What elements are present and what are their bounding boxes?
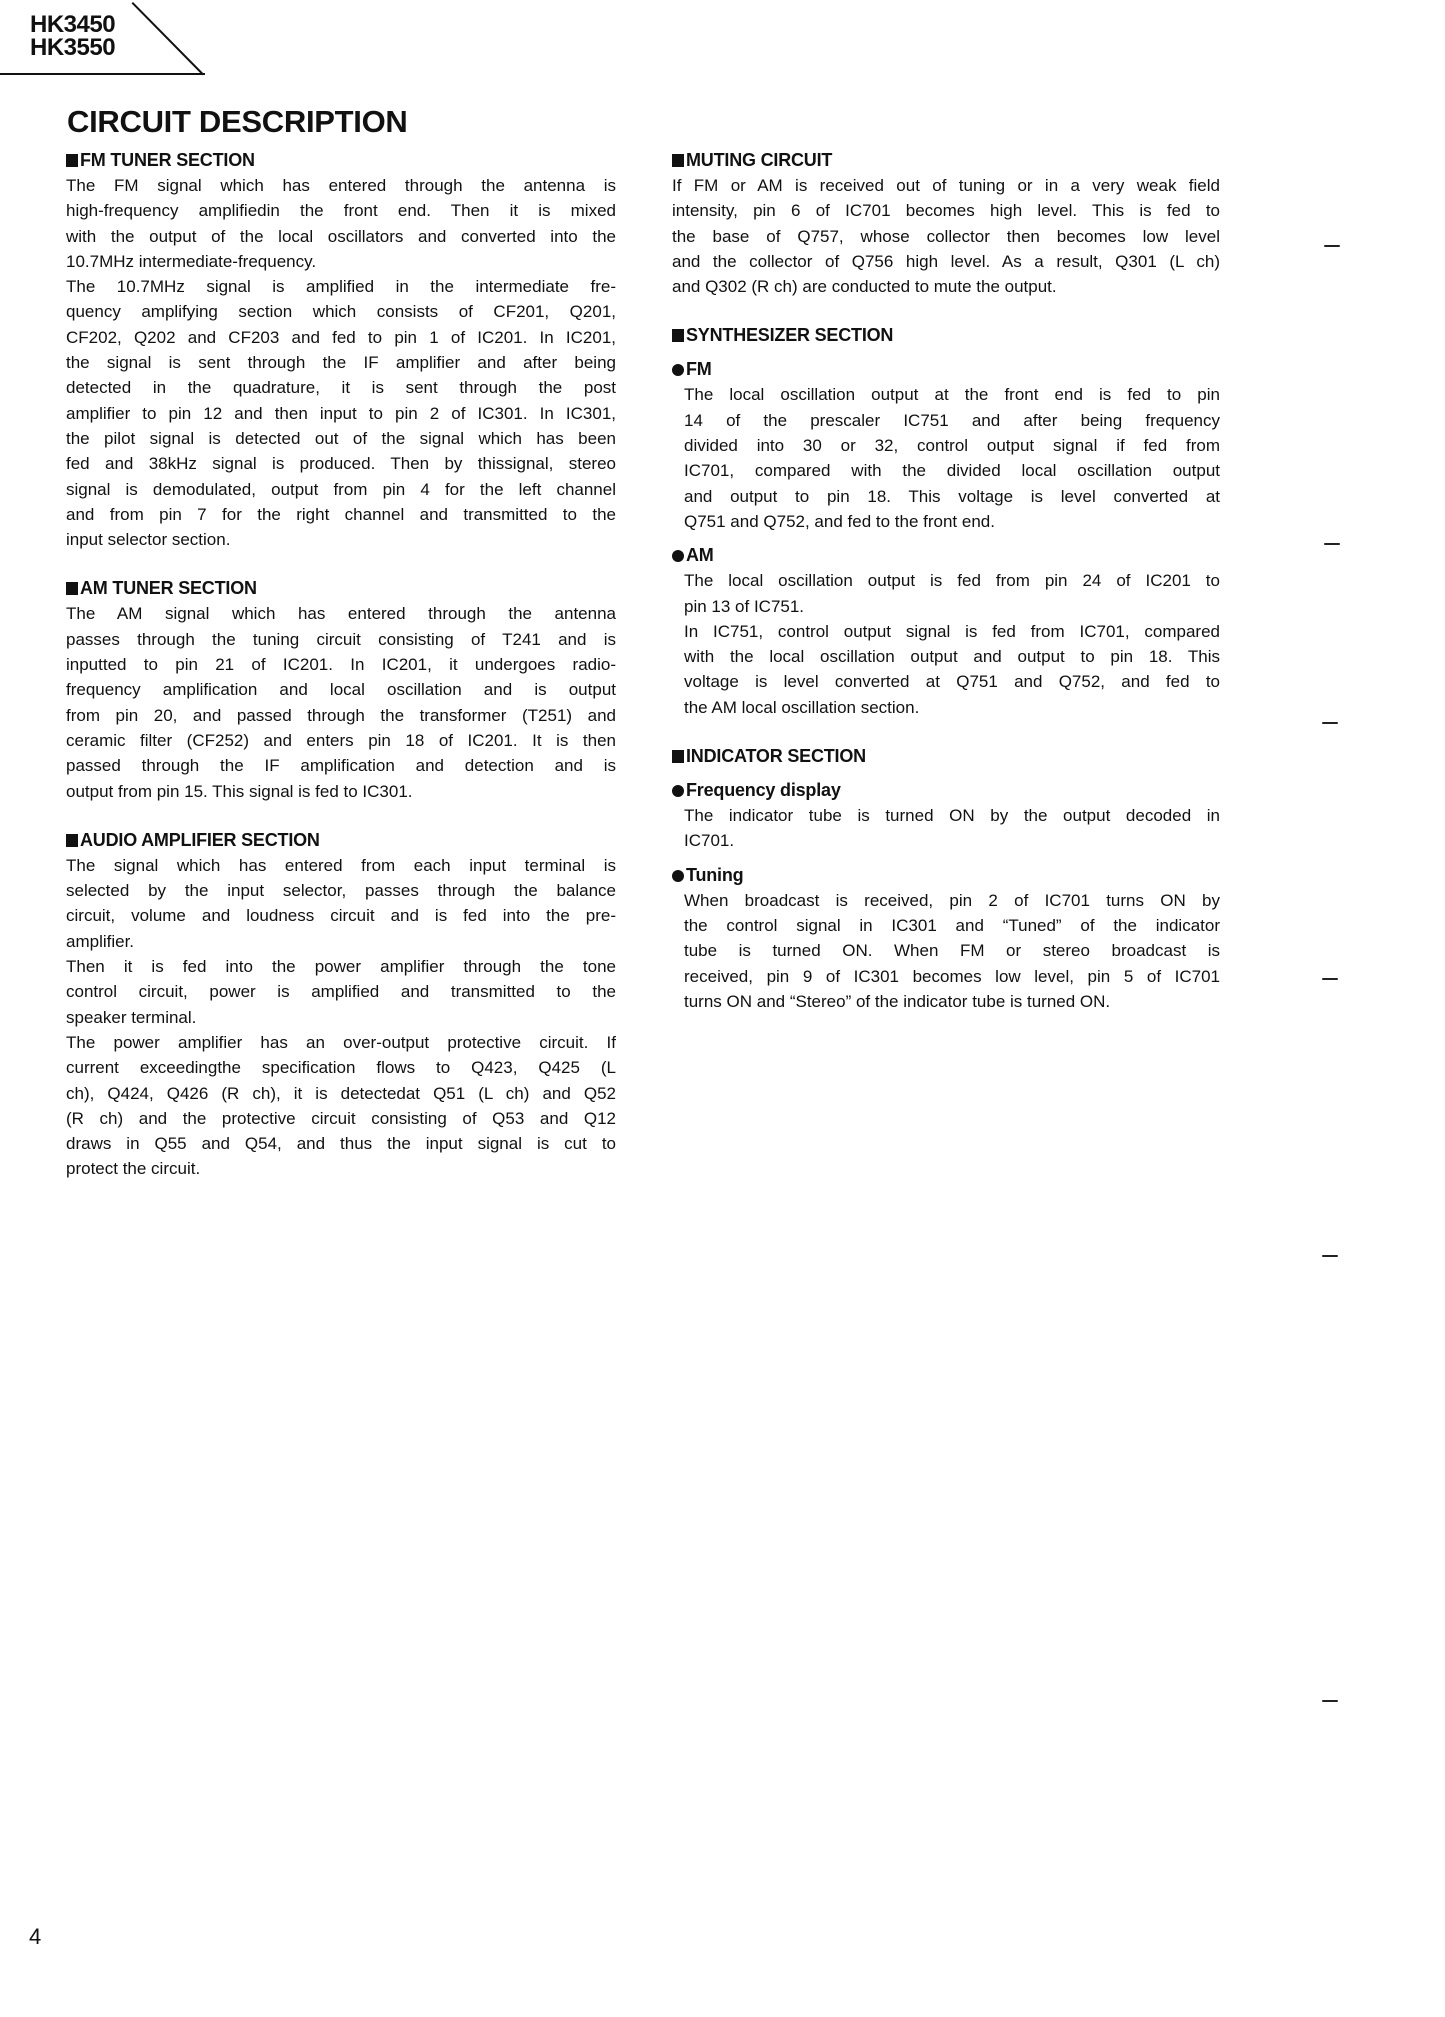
text-line: the base of Q757, whose collector then becomes low level <box>672 226 1220 246</box>
text-line: ch), Q424, Q426 (R ch), it is detectedat Q51 (L ch) and Q52 <box>66 1083 616 1103</box>
audio-amplifier-section <box>66 828 616 1182</box>
margin-mark <box>1324 245 1340 247</box>
subsection-heading: Frequency display <box>672 778 1220 803</box>
text-line: and from pin 7 for the right channel and transmitted to the <box>66 504 616 524</box>
text-line: The indicator tube is turned ON by the output decoded in <box>684 806 1220 826</box>
text-line: The local oscillation output at the front end is fed to pin <box>684 385 1220 405</box>
text-line: passed through the IF amplification and detection and is <box>66 756 616 776</box>
round-bullet-icon <box>672 550 684 562</box>
right-column <box>672 148 1220 1014</box>
margin-mark <box>1322 978 1338 980</box>
paragraph-lines <box>672 173 1220 299</box>
page-number: 4 <box>29 1924 42 1949</box>
text-line: output from pin 15. This signal is fed to IC301. <box>66 781 413 801</box>
text-line: the AM local oscillation section. <box>684 697 920 717</box>
square-bullet-icon <box>672 154 684 167</box>
text-line: protect the circuit. <box>66 1159 201 1179</box>
text-line: When broadcast is received, pin 2 of IC701 turns ON by <box>684 890 1220 910</box>
text-line: selected by the input selector, passes through the balance <box>66 881 616 901</box>
section-heading: FM TUNER SECTION <box>66 148 616 173</box>
paragraph-lines <box>66 173 616 552</box>
text-line: divided into 30 or 32, control output signal if fed from <box>684 436 1220 456</box>
round-bullet-icon <box>672 785 684 797</box>
text-line: the pilot signal is detected out of the signal which has been <box>66 428 616 448</box>
text-line: If FM or AM is received out of tuning or in a very weak field <box>672 176 1220 195</box>
text-line: quency amplifying section which consists of CF201, Q201, <box>66 302 616 322</box>
text-line: with the local oscillation output and output to pin 18. This <box>684 647 1220 667</box>
paragraph-lines <box>672 888 1220 1014</box>
square-bullet-icon <box>672 750 684 763</box>
square-bullet-icon <box>66 154 78 167</box>
square-bullet-icon <box>66 582 78 595</box>
text-line: tube is turned ON. When FM or stereo broadcast is <box>684 941 1220 961</box>
text-line: turns ON and “Stereo” of the indicator tube is turned ON. <box>684 991 1111 1011</box>
margin-mark <box>1322 1255 1338 1257</box>
text-line: The AM signal which has entered through the antenna <box>66 604 616 624</box>
text-line: high-frequency amplifiedin the front end. Then it is mixed <box>66 201 616 221</box>
section-heading: SYNTHESIZER SECTION <box>672 323 1220 348</box>
text-line: 10.7MHz intermediate-frequency. <box>66 251 317 271</box>
muting-circuit-section <box>672 148 1220 299</box>
fm-tuner-section <box>66 148 616 552</box>
left-column <box>66 148 616 1182</box>
text-line: ceramic filter (CF252) and enters pin 18 of IC201. It is then <box>66 730 616 750</box>
section-heading: INDICATOR SECTION <box>672 744 1220 769</box>
text-line: and the collector of Q756 high level. As a result, Q301 (L ch) <box>672 251 1220 271</box>
text-line: frequency amplification and local oscillation and is output <box>66 680 616 700</box>
model-number: HK3450 <box>30 11 116 38</box>
text-line: The signal which has entered from each input terminal is <box>66 855 616 875</box>
subsection-heading: Tuning <box>672 863 1220 888</box>
text-line: The 10.7MHz signal is amplified in the intermediate fre- <box>66 277 616 297</box>
text-line: control circuit, power is amplified and transmitted to the <box>66 982 616 1002</box>
margin-mark <box>1324 543 1340 545</box>
subsection-heading: AM <box>672 543 1220 568</box>
text-line: intensity, pin 6 of IC701 becomes high level. This is fed to <box>672 201 1220 221</box>
text-line: amplifier. <box>66 931 135 951</box>
am-tuner-section <box>66 576 616 803</box>
text-line: detected in the quadrature, it is sent through the post <box>66 378 616 398</box>
text-line: the signal is sent through the IF amplifier and after being <box>66 353 616 373</box>
text-line: input selector section. <box>66 530 231 550</box>
text-line: from pin 20, and passed through the transformer (T251) and <box>66 705 616 725</box>
section-heading: MUTING CIRCUIT <box>672 148 1220 173</box>
subsection-heading: FM <box>672 357 1220 382</box>
text-line: with the output of the local oscillators and converted into the <box>66 226 616 246</box>
text-line: draws in Q55 and Q54, and thus the input signal is cut to <box>66 1134 616 1154</box>
text-line: The power amplifier has an over-output protective circuit. If <box>66 1032 616 1052</box>
page-title: CIRCUIT DESCRIPTION <box>67 104 408 139</box>
text-line: 14 of the prescaler IC751 and after being frequency <box>684 410 1220 430</box>
paragraph-lines <box>672 382 1220 534</box>
synthesizer-section <box>672 323 1220 720</box>
text-line: current exceedingthe specification flows to Q423, Q425 (L <box>66 1058 616 1078</box>
paragraph-lines <box>66 601 616 803</box>
margin-mark <box>1322 722 1338 724</box>
square-bullet-icon <box>66 834 78 847</box>
text-line: amplifier to pin 12 and then input to pin 2 of IC301. In IC301, <box>66 403 616 423</box>
text-line: Then it is fed into the power amplifier through the tone <box>66 957 616 977</box>
text-line: In IC751, control output signal is fed from IC701, compared <box>684 621 1220 641</box>
text-line: fed and 38kHz signal is produced. Then by thissignal, stereo <box>66 454 616 474</box>
text-line: and output to pin 18. This voltage is level converted at <box>684 486 1220 506</box>
text-line: The local oscillation output is fed from pin 24 of IC201 to <box>684 571 1220 591</box>
text-line: inputted to pin 21 of IC201. In IC201, it undergoes radio- <box>66 655 616 675</box>
text-line: received, pin 9 of IC301 becomes low level, pin 5 of IC701 <box>684 966 1220 986</box>
section-heading: AM TUNER SECTION <box>66 576 616 601</box>
header-rule <box>0 73 205 75</box>
section-heading: AUDIO AMPLIFIER SECTION <box>66 828 616 853</box>
square-bullet-icon <box>672 329 684 342</box>
text-line: (R ch) and the protective circuit consisting of Q53 and Q12 <box>66 1108 616 1128</box>
indicator-section <box>672 744 1220 1014</box>
paragraph-lines <box>672 568 1220 720</box>
text-line: Q751 and Q752, and fed to the front end. <box>684 511 995 531</box>
text-line: CF202, Q202 and CF203 and fed to pin 1 of IC201. In IC201, <box>66 327 616 347</box>
margin-mark <box>1322 1700 1338 1702</box>
text-line: and Q302 (R ch) are conducted to mute the output. <box>672 277 1057 297</box>
text-line: signal is demodulated, output from pin 4 for the left channel <box>66 479 616 499</box>
text-line: voltage is level converted at Q751 and Q752, and fed to <box>684 672 1220 692</box>
text-line: The FM signal which has entered through the antenna is <box>66 176 616 195</box>
text-line: passes through the tuning circuit consisting of T241 and is <box>66 629 616 649</box>
round-bullet-icon <box>672 364 684 376</box>
model-number: HK3550 <box>30 34 116 61</box>
text-line: speaker terminal. <box>66 1007 197 1027</box>
text-line: pin 13 of IC751. <box>684 596 805 616</box>
header-diagonal-rule <box>132 2 204 75</box>
paragraph-lines <box>672 803 1220 854</box>
round-bullet-icon <box>672 870 684 882</box>
text-line: circuit, volume and loudness circuit and is fed into the pre- <box>66 906 616 926</box>
text-line: the control signal in IC301 and “Tuned” of the indicator <box>684 915 1220 935</box>
paragraph-lines <box>66 853 616 1182</box>
text-line: IC701, compared with the divided local oscillation output <box>684 461 1220 481</box>
text-line: IC701. <box>684 831 735 851</box>
